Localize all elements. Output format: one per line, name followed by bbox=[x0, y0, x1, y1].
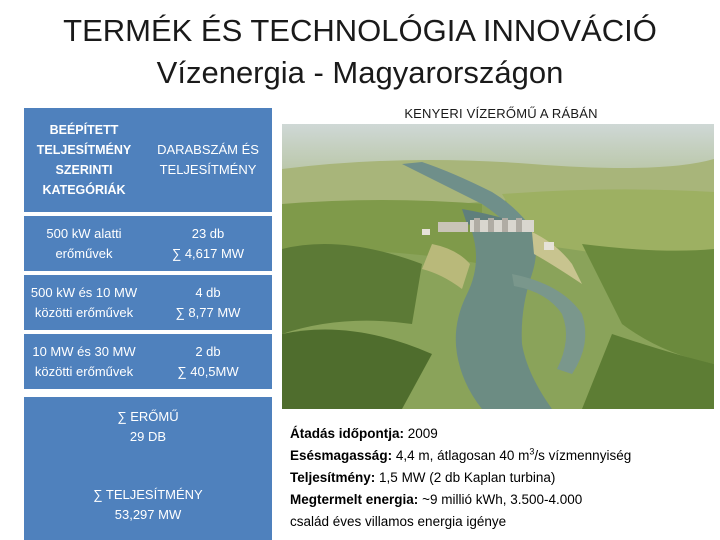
header-category bbox=[24, 108, 144, 212]
energy-label: Megtermelt energia: bbox=[290, 492, 419, 507]
header-category-line: SZERINTI bbox=[55, 163, 113, 177]
photo-caption: KENYERI VÍZERŐMŰ A RÁBÁN bbox=[404, 106, 598, 121]
category-text: közötti erőművek bbox=[34, 304, 134, 320]
summary-plants-label: ∑ ERŐMŰ bbox=[117, 409, 179, 424]
plant-info bbox=[290, 423, 710, 533]
count-text: 23 db bbox=[191, 225, 225, 241]
head-value-sup: 3 bbox=[529, 446, 535, 457]
row-count-power bbox=[144, 275, 272, 330]
header-category-line: TELJESÍTMÉNY bbox=[36, 143, 132, 157]
summary-capacity-value: 53,297 MW bbox=[114, 507, 182, 522]
row-category bbox=[24, 334, 144, 389]
table-row bbox=[24, 333, 272, 389]
category-text: 10 MW és 30 MW bbox=[32, 343, 136, 359]
header-category-line: KATEGÓRIÁK bbox=[42, 183, 126, 197]
info-energy-line2: család éves villamos energia igénye bbox=[290, 514, 507, 529]
table-header-row bbox=[24, 108, 272, 212]
aerial-photo bbox=[282, 124, 714, 409]
info-head bbox=[290, 445, 710, 467]
capacity-label: Teljesítmény: bbox=[290, 470, 376, 485]
header-count-line: TELJESÍTMÉNY bbox=[159, 162, 257, 177]
page-title bbox=[0, 10, 720, 94]
count-text: 2 db bbox=[195, 343, 221, 359]
summary-capacity bbox=[24, 485, 272, 525]
info-handover bbox=[290, 423, 710, 445]
header-count-power bbox=[144, 108, 272, 212]
header-count-line: DARABSZÁM ÉS bbox=[157, 142, 259, 157]
head-value: 4,4 m, átlagosan 40 m bbox=[395, 448, 530, 463]
count-text: 4 db bbox=[195, 284, 221, 300]
energy-value: ~9 millió kWh, 3.500-4.000 bbox=[422, 492, 583, 507]
title-line-1: TERMÉK ÉS TECHNOLÓGIA INNOVÁCIÓ bbox=[63, 13, 657, 48]
table-row bbox=[24, 215, 272, 271]
info-energy bbox=[290, 489, 710, 511]
summary-plants bbox=[24, 407, 272, 447]
head-value-post: /s vízmennyiség bbox=[534, 448, 632, 463]
power-text: ∑ 8,77 MW bbox=[175, 304, 241, 320]
hydropower-plant-image bbox=[282, 124, 714, 409]
header-category-line: BEÉPÍTETT bbox=[49, 123, 119, 137]
row-count-power bbox=[144, 216, 272, 271]
category-text: 500 kW alatti bbox=[46, 225, 122, 241]
summary-plants-value: 29 DB bbox=[129, 429, 167, 444]
capacity-value: 1,5 MW (2 db Kaplan turbina) bbox=[379, 470, 556, 485]
row-count-power bbox=[144, 334, 272, 389]
power-text: ∑ 40,5MW bbox=[177, 363, 239, 379]
title-line-2: Vízenergia - Magyarországon bbox=[156, 55, 564, 90]
category-text: közötti erőművek bbox=[34, 363, 134, 379]
summary-box bbox=[24, 397, 272, 540]
info-capacity bbox=[290, 467, 710, 489]
handover-value: 2009 bbox=[407, 426, 438, 441]
table-row bbox=[24, 274, 272, 330]
category-text: 500 kW és 10 MW bbox=[30, 284, 138, 300]
row-category bbox=[24, 275, 144, 330]
power-text: ∑ 4,617 MW bbox=[171, 245, 245, 261]
capacity-table bbox=[24, 108, 272, 389]
category-text: erőművek bbox=[55, 245, 113, 261]
row-category bbox=[24, 216, 144, 271]
handover-label: Átadás időpontja: bbox=[290, 426, 404, 441]
head-label: Esésmagasság: bbox=[290, 448, 393, 463]
summary-capacity-label: ∑ TELJESÍTMÉNY bbox=[93, 487, 203, 502]
